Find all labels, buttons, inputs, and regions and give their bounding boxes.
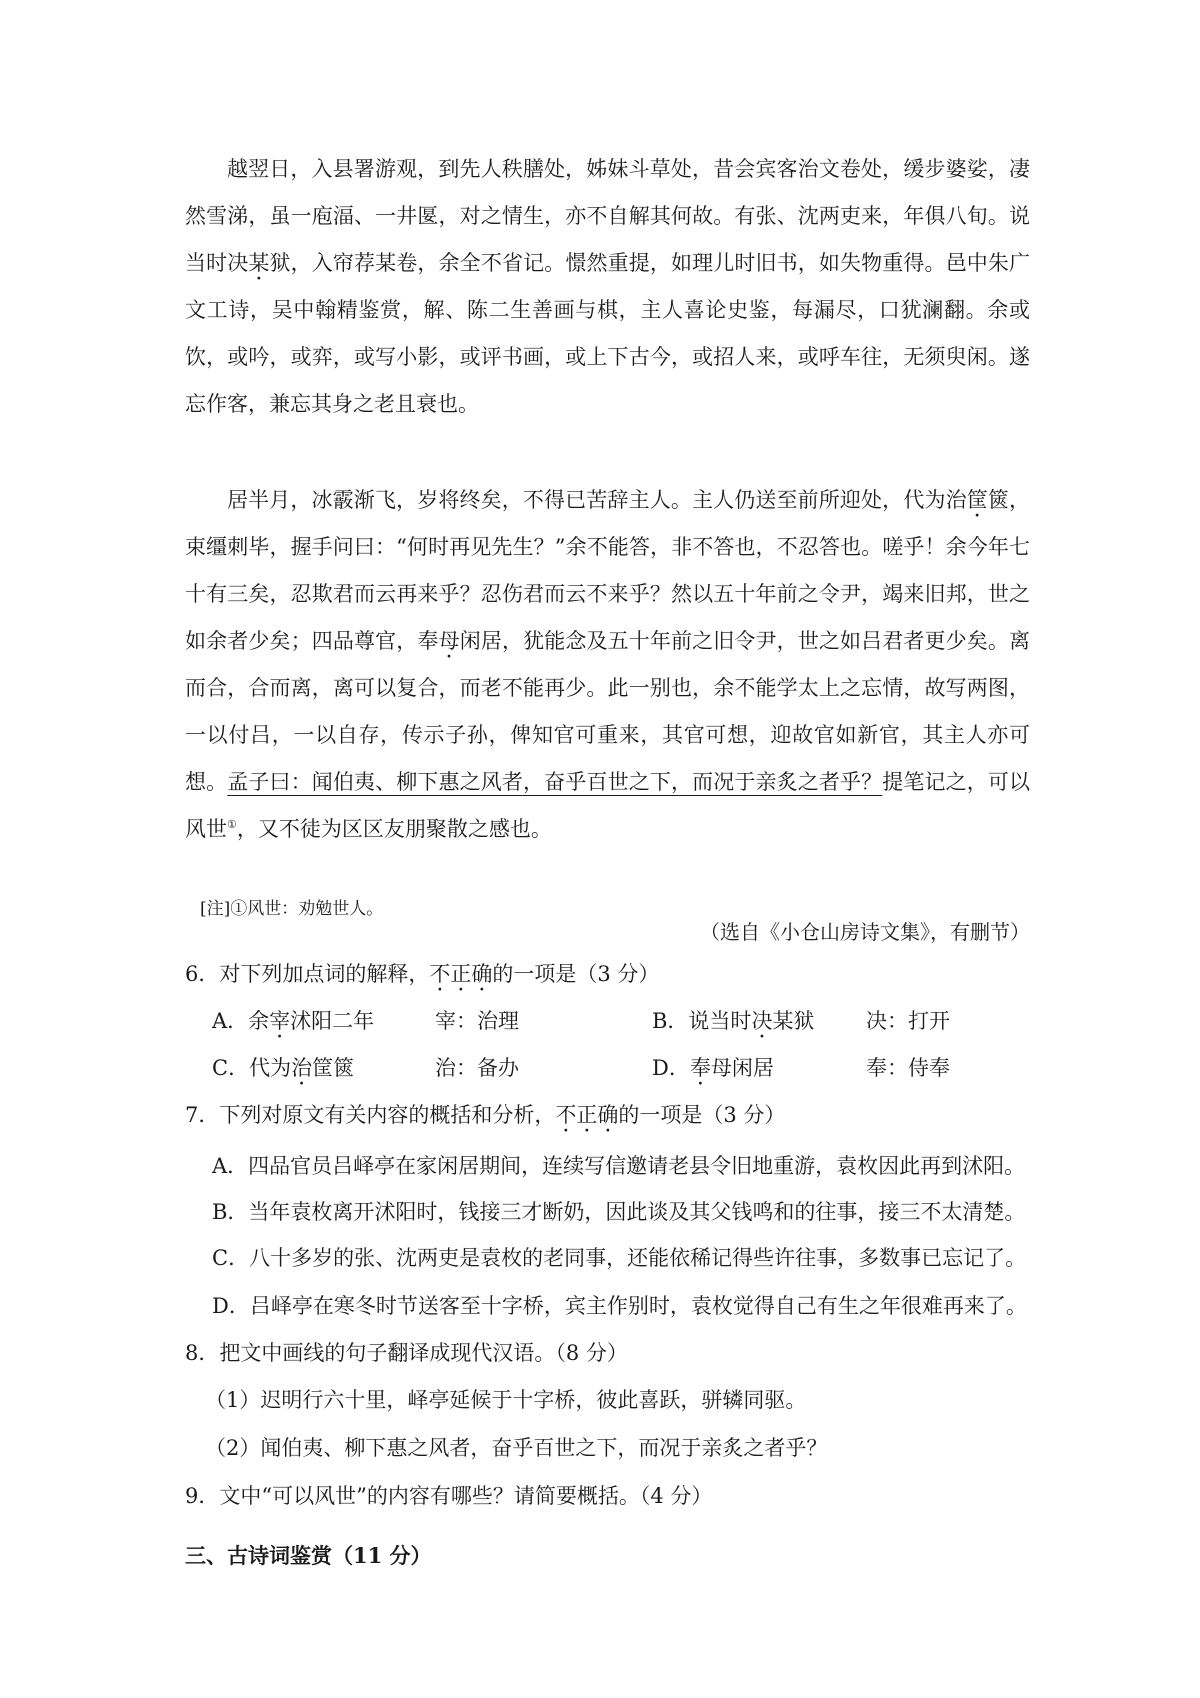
emphasis-char: 确 [471,962,493,986]
q7-option-d: D．吕峄亭在寒冬时节送客至十字桥，宾主作别时，袁枚觉得自己有生之年很难再来了。 [212,1294,1027,1318]
passage-text: 提笔记之，可以风世 [185,770,1031,841]
option-text: D． [652,1056,690,1080]
q7-option-a: A．四品官员吕峄亭在家闲居期间，连续写信邀请老县令旧地重游，袁枚因此再到沭阳。 [212,1154,1026,1178]
passage-paragraph-1 [185,146,1030,428]
passage-text: 母闲居，犹能念及五十年前之旧令尹，世之如吕君者更少矣。离而合，合而离，离可以复合，而老不能再少。此一别也，余不能学太上之忘情，故写两图，一以付吕，一以自存，传示子孙，俾知官可重来，其官可想，迎故官如新官，其主人亦可想。 [185,629,1031,794]
emphasis-char: 确 [597,1103,619,1127]
emphasis-char: 正 [576,1103,598,1127]
q6-option-a-explanation: 宰：治理 [435,1009,519,1033]
question-9-stem: 9．文中“可以风世”的内容有哪些？请简要概括。（4 分） [185,1484,713,1508]
stem-text: 的一项是（3 分） [618,1103,786,1127]
source-citation: （选自《小仓山房诗文集》，有删节） [700,920,1030,944]
footnote: [注]①风世：劝勉世人。 [200,899,384,919]
section-heading: 三、古诗词鉴赏（11 分） [185,1543,432,1568]
dotted-word: 奉 [417,629,439,653]
q6-option-c [212,1052,354,1082]
dotted-word: 决 [751,1009,773,1033]
stem-text: 7．下列对原文有关内容的概括和分析， [185,1103,556,1127]
underlined-sentence: 孟子曰：闻伯夷、柳下惠之风者，奋乎百世之下，而况于亲炙之者乎？ [227,770,883,794]
option-text: 母闲居 [710,1056,774,1080]
dotted-word: 治 [291,1056,313,1080]
q7-option-b: B．当年袁枚离开沭阳时，钱接三才断奶，因此谈及其父钱鸣和的往事，接三不太清楚。 [212,1200,1026,1224]
question-8-stem: 8．把文中画线的句子翻译成现代汉语。（8 分） [185,1341,628,1365]
q6-option-b-explanation: 决：打开 [866,1009,950,1033]
q8-sentence-2: （2）闻伯夷、柳下惠之风者，奋乎百世之下，而况于亲炙之者乎？ [205,1436,828,1460]
option-text: B．说当时 [652,1009,752,1033]
emphasis-char: 正 [450,962,472,986]
dotted-word: 治 [945,488,967,512]
passage-text: 居半月，冰霰渐飞，岁将终矣，不得已苦辞主人。主人仍送至前所迎处，代为 [227,488,946,512]
passage-text: ，又不徒为区区友朋聚散之感也。 [236,817,552,841]
q6-option-d [652,1052,774,1082]
question-7-stem [185,1099,785,1129]
q6-option-a [212,1005,374,1035]
footnote-marker: ① [227,818,237,831]
emphasis-char: 不 [555,1103,577,1127]
option-text: 某狱 [772,1009,815,1033]
passage-text: 某狱，入帘荐某卷，余全不省记。憬然重提，如理儿时旧书，如失物重得。邑中朱广文工诗，吴中翰精鉴赏，解、陈二生善画与棋，主人喜论史鉴，每漏尽，口犹澜翻。余或饮，或吟，或弈，或写小影，或评书画，或上下古今，或招人来，或呼车往，无须臾闲。遂忘作客，兼忘其身之老且衰也。 [185,251,1031,416]
emphasis-char: 不 [429,962,451,986]
stem-text: 6．对下列加点词的解释， [185,962,430,986]
q6-option-d-explanation: 奉：侍奉 [866,1056,950,1080]
q7-option-c: C．八十多岁的张、沈两吏是袁枚的老同事，还能依稀记得些许往事，多数事已忘记了。 [212,1246,1027,1270]
q6-option-b [652,1005,814,1035]
option-text: C．代为 [212,1056,292,1080]
q8-sentence-1: （1）迟明行六十里，峄亭延候于十字桥，彼此喜跃，骈辚同驱。 [205,1388,807,1412]
passage-text: 越翌日，入县署游观，到先人秩膳处，姊妹斗草处，昔会宾客治文卷处，缓步婆娑，凄然雪涕，虽一庖湢、一井匽，对之情生，亦不自解其何故。有张、沈两吏来，年俱八旬。说当时 [185,157,1030,275]
dotted-word: 决 [227,251,249,275]
dotted-word: 宰 [269,1009,291,1033]
passage-paragraph-2 [185,477,1030,853]
dotted-word: 奉 [689,1056,711,1080]
option-text: 筐篋 [312,1056,355,1080]
passage-text: 筐篋，束缰刺毕，握手问曰：“何时再见先生？”余不能答，非不答也，不忍答也。嗟乎！余今年七十有三矣，忍欺君而云再来乎？忍伤君而云不来乎？然以五十年前之令尹，竭来旧邦，世之如余者少矣；四品尊官， [185,488,1031,653]
option-text: 沭阳二年 [290,1009,375,1033]
question-6-stem [185,958,659,988]
q6-option-c-explanation: 治：备办 [435,1056,519,1080]
option-text: A．余 [212,1009,270,1033]
stem-text: 的一项是（3 分） [492,962,660,986]
